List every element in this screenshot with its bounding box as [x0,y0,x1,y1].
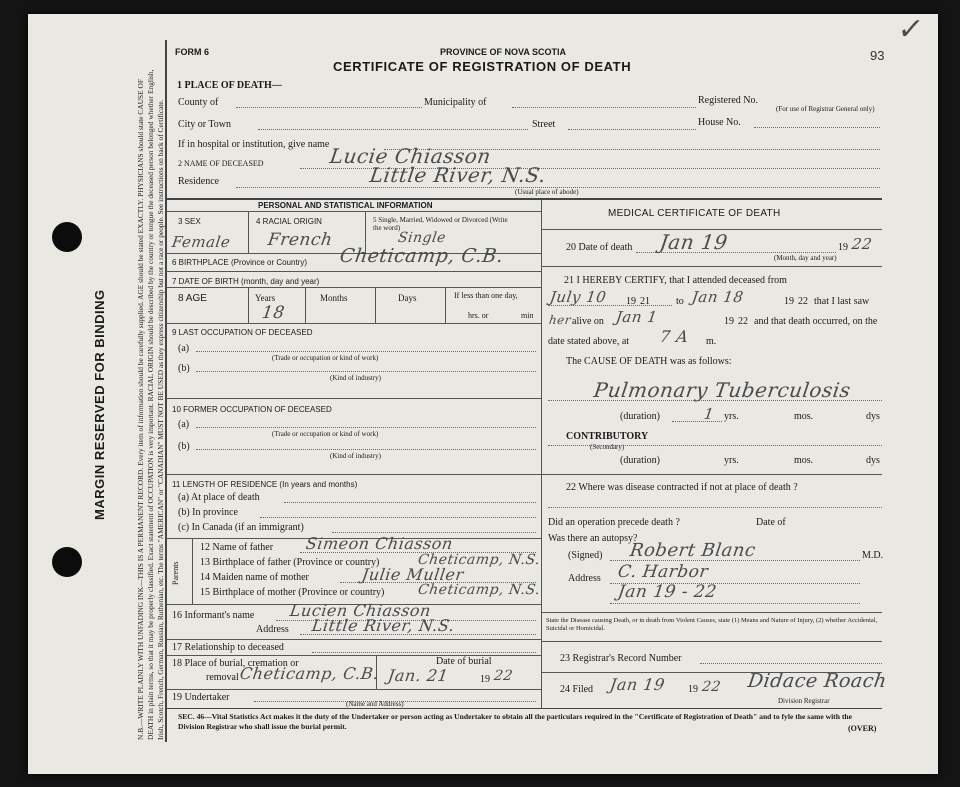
contributory-label: CONTRIBUTORY [566,431,649,442]
footer-sec-46: SEC. 46—Vital Statistics Act makes it the duty of the Undertaker or person acting as Undertaker to obtain all the particulars required in the "Certificate of Registration of Death" and to fyle the same with the Division Registrar who shall issue the burial permit. [178,712,852,731]
father-birthplace: Cheticamp, N.S. [416,552,542,568]
name-label: 2 NAME OF DECEASED [178,159,264,168]
registered-no-label: Registered No. [698,95,758,106]
autopsy-label: Was there an autopsy? [548,533,638,544]
signed-label: (Signed) [568,550,603,561]
over-label: (OVER) [848,724,877,733]
min-label: min [521,311,534,320]
burial-year: 22 [492,668,514,684]
former-occupation-heading: 10 FORMER OCCUPATION OF DECEASED [172,405,332,414]
registrar-note: (For use of Registrar General only) [776,105,875,113]
house-no-label: House No. [698,117,741,128]
age-label: 8 AGE [178,293,207,304]
mother-maiden-name: Julie Muller [360,565,465,584]
undertaker-note: (Name and Address) [346,700,404,708]
registrar-signature: Didace Roach [746,670,889,692]
racial-value: French [266,230,334,250]
medical-heading: MEDICAL CERTIFICATE OF DEATH [608,208,781,219]
record-number-label: 23 Registrar's Record Number [560,653,682,664]
instructions-text: N.B.—WRITE PLAINLY WITH UNFADING INK—THIS IS A PERMANENT RECORD. Every item of information should be carefully supplied. AGE should be stated EXACTLY. PHYSICIANS should state CAUSE OF DEATH in plain terms, so that it may be properly classified. Exact statement of OCCUPATION is very important. RACIAL ORIGIN should be described by the country or tongue the deceased person belonged whether English, Irish, Scotch, French, German, Russian, Ruthenian, etc. The terms "AMERICAN" or "CANADIAN" MUST NOT BE USED as they express citizenship but not a race or people. See instructions on back of Certificate. [136,69,165,740]
disease-contracted-label: 22 Where was disease contracted if not at place of death ? [566,482,798,493]
years-label: Years [255,293,276,303]
burial-place: Cheticamp, C.B. [238,664,381,683]
parents-side-label: Parents [171,561,180,585]
death-date-label: 20 Date of death [566,242,633,253]
alive-date: Jan 1 [614,308,659,326]
sex-label: 3 SEX [178,217,201,226]
personal-heading: PERSONAL AND STATISTICAL INFORMATION [258,201,433,210]
cause-of-death: Pulmonary Tuberculosis [592,378,853,402]
physician-signature: Robert Blanc [628,540,758,561]
city-label: City or Town [178,119,232,130]
duration-years: 1 [702,405,716,423]
page-number: 93 [870,48,885,63]
column-divider [541,198,542,708]
burial-place-label: 18 Place of burial, cremation or [172,658,299,669]
burial-date-label: Date of burial [436,656,492,667]
hospital-label: If in hospital or institution, give name [178,139,330,150]
street-label: Street [532,119,556,130]
less-day-label: If less than one day, [454,291,518,300]
informant-address: Little River, N.S. [310,616,456,635]
birthplace-label: 6 BIRTHPLACE (Province or Country) [172,258,308,267]
removal-label: removal [206,672,239,683]
residence-length-heading: 11 LENGTH OF RESIDENCE (In years and months) [172,480,358,489]
residence-label: Residence [178,176,220,187]
father-name: Simeon Chiasson [304,534,455,553]
marital-value: Single [396,230,447,246]
months-label: Months [320,293,348,303]
cause-label: The CAUSE OF DEATH was as follows: [566,356,732,367]
age-years-value: 18 [260,303,287,323]
violent-note: State the Disease causing Death, or in death from Violent Causes, state (1) Means and Nature of Injury, (2) whether Accidental, Suicidal or Homicidal. [546,617,878,632]
attended-from: July 10 [548,288,608,306]
province-label: PROVINCE OF NOVA SCOTIA [440,47,567,57]
birthplace-value: Cheticamp, C.B. [338,245,505,267]
death-date: Jan 19 [658,230,730,254]
informant-label: 16 Informant's name [172,610,255,621]
dob-label: 7 DATE OF BIRTH (month, day and year) [172,277,320,286]
physician-address-label: Address [568,573,601,584]
margin-label: MARGIN RESERVED FOR BINDING [92,289,107,520]
hrs-label: hrs. or [468,311,489,320]
days-label: Days [398,293,417,303]
death-year: 22 [850,235,874,253]
operation-label: Did an operation precede death ? [548,517,680,528]
death-time: 7 A [658,327,690,346]
undertaker-label: 19 Undertaker [172,692,230,703]
form-number: FORM 6 [175,47,210,57]
last-occupation-heading: 9 LAST OCCUPATION OF DECEASED [172,328,313,337]
informant-name: Lucien Chiasson [288,601,433,620]
place-heading: 1 PLACE OF DEATH— [177,80,282,91]
physician-address: C. Harbor [616,562,710,582]
sex-value: Female [170,233,232,251]
deceased-name: Lucie Chiasson [328,144,493,168]
filed-year: 22 [700,679,722,695]
physician-date: Jan 19 - 22 [616,582,719,602]
racial-label: 4 RACIAL ORIGIN [256,217,322,226]
relationship-label: 17 Relationship to deceased [172,642,284,653]
certificate-title: CERTIFICATE OF REGISTRATION OF DEATH [333,59,632,74]
municipality-label: Municipality of [424,97,487,108]
county-label: County of [178,97,219,108]
deceased-residence: Little River, N.S. [368,163,548,187]
attended-to: Jan 18 [690,288,745,306]
frame-left [165,40,167,742]
pronoun: her [548,313,573,327]
marital-label: 5 Single, Married, Widowed or Divorced (Write the word) [373,216,508,232]
informant-address-label: Address [256,624,289,635]
footer-rule [166,708,882,709]
check-mark-icon: ✓ [895,12,927,47]
filed-date: Jan 19 [608,675,667,694]
residence-note: (Usual place of abode) [515,188,579,196]
burial-date: Jan. 21 [386,666,450,685]
filed-label: 24 Filed [560,684,594,695]
mother-birthplace: Cheticamp, N.S. [416,582,542,598]
certify-label: 21 I HEREBY CERTIFY, that I attended deceased from [564,275,787,286]
